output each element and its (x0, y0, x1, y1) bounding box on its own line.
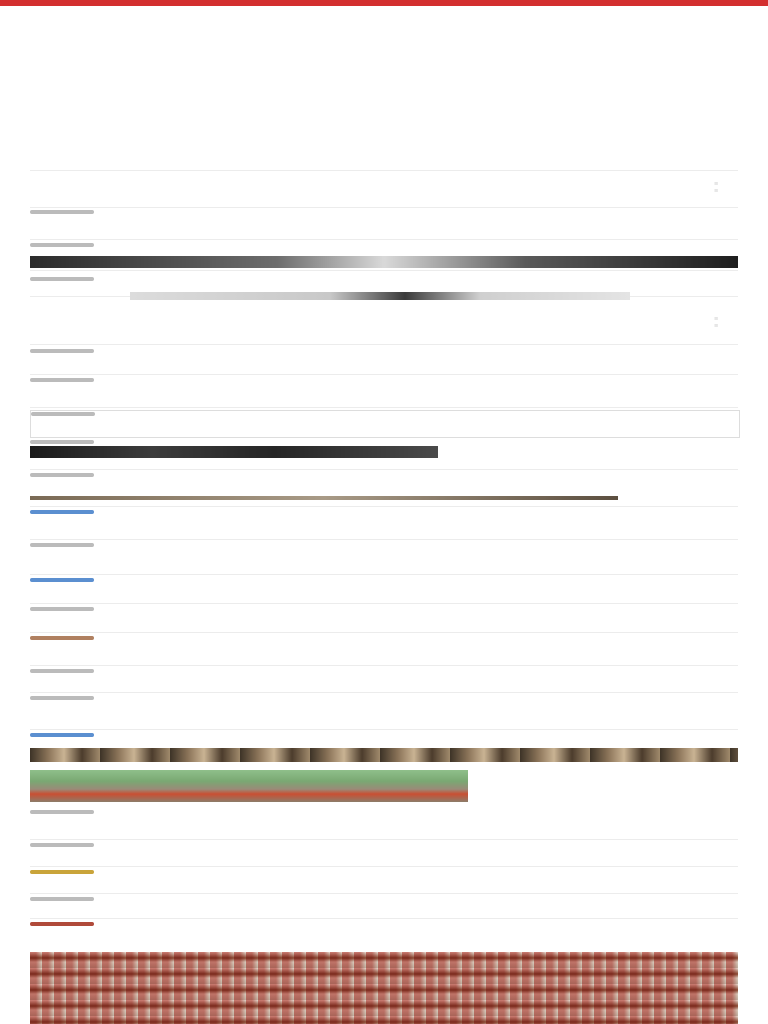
feed-item-title (102, 606, 738, 615)
news-photo[interactable] (130, 292, 630, 300)
photo-image (30, 446, 438, 458)
news-photo[interactable] (30, 952, 738, 1024)
feed-item[interactable] (30, 542, 738, 575)
list-lines-icon[interactable]: ≡ ≡ (713, 316, 719, 330)
feed-item-text (30, 617, 738, 632)
news-photo[interactable] (30, 496, 618, 500)
feed-item-text (30, 679, 738, 692)
news-photo[interactable] (30, 770, 468, 802)
avatar (30, 810, 94, 814)
feed-item-text (30, 880, 738, 893)
avatar (30, 543, 94, 547)
news-photo[interactable] (30, 748, 738, 762)
avatar (30, 578, 94, 582)
avatar (30, 636, 94, 640)
feed-item-title (102, 348, 738, 357)
page-headline (30, 8, 738, 24)
feed-item-title (102, 869, 738, 878)
avatar (30, 669, 94, 673)
feed-item-text (30, 820, 738, 839)
avatar (31, 412, 95, 416)
avatar (30, 378, 94, 382)
avatar (30, 843, 94, 847)
feed-item-title (102, 668, 738, 677)
avatar (30, 897, 94, 901)
feed-item[interactable] (30, 668, 738, 693)
headline-text (30, 26, 738, 170)
avatar (30, 922, 94, 926)
feed-item-title (102, 242, 738, 251)
list-lines-icon[interactable]: ≡ ≡ (713, 181, 719, 195)
feed-item-text (30, 907, 738, 918)
feed-item[interactable] (30, 410, 740, 438)
feed-item[interactable] (30, 896, 738, 919)
feed-item-title (102, 577, 738, 586)
feed-item-text (30, 220, 738, 239)
avatar (30, 733, 94, 737)
feed-item[interactable] (30, 921, 738, 949)
photo-image (30, 496, 618, 500)
feed-item-title (102, 896, 738, 905)
feed-item-text (30, 388, 738, 407)
feed-item-title (102, 732, 738, 741)
feed-item-title (102, 809, 738, 818)
feed-item[interactable] (30, 869, 738, 894)
news-photo[interactable] (30, 256, 738, 268)
feed-item-title (102, 276, 738, 285)
feed-item-title (103, 411, 739, 420)
feed-item[interactable] (30, 635, 738, 666)
photo-image (30, 256, 738, 268)
avatar (30, 607, 94, 611)
feed-item-title (102, 472, 738, 481)
feed-item[interactable] (30, 472, 738, 507)
feed-item[interactable] (30, 209, 738, 240)
feed-item[interactable] (30, 842, 738, 867)
feed-item[interactable] (30, 312, 738, 345)
feed-item-title (102, 921, 738, 930)
feed-item[interactable] (30, 177, 738, 208)
feed-item[interactable] (30, 377, 738, 408)
feed-item-title (102, 509, 738, 518)
feed-item-text (30, 323, 698, 344)
feed-item[interactable] (30, 509, 738, 540)
feed-item-text (30, 553, 738, 574)
feed-item-text (30, 359, 738, 374)
feed-item[interactable] (30, 809, 738, 840)
feed-item-title (102, 695, 738, 704)
feed-item[interactable] (30, 695, 738, 730)
feed-item-text (30, 853, 738, 866)
avatar (30, 440, 94, 444)
feed-item-text (30, 520, 738, 539)
feed-item-title (102, 209, 738, 218)
photo-image (30, 952, 738, 1024)
news-feed (0, 6, 768, 1024)
avatar (30, 210, 94, 214)
feed-item-title (102, 842, 738, 851)
avatar (30, 243, 94, 247)
feed-item-text (30, 932, 738, 949)
feed-item-text (30, 588, 738, 603)
news-photo[interactable] (30, 446, 438, 458)
feed-item-title (102, 377, 738, 386)
feed-item-title (102, 635, 738, 644)
feed-item-title (102, 542, 738, 551)
avatar (30, 696, 94, 700)
feed-item-title (30, 312, 738, 321)
photo-image (30, 748, 738, 762)
feed-item[interactable] (30, 348, 738, 375)
feed-item-text (30, 646, 738, 665)
photo-image (30, 770, 468, 802)
avatar (30, 349, 94, 353)
avatar (30, 510, 94, 514)
avatar (30, 870, 94, 874)
feed-item-text (30, 483, 738, 506)
photo-image (130, 292, 630, 300)
headline-block[interactable] (30, 8, 738, 171)
avatar (30, 277, 94, 281)
feed-item-title (30, 177, 738, 186)
feed-item-text (31, 422, 739, 437)
feed-item-text (30, 706, 738, 729)
avatar (30, 473, 94, 477)
feed-item-text (30, 188, 698, 207)
feed-item[interactable] (30, 577, 738, 604)
feed-item[interactable] (30, 606, 738, 633)
